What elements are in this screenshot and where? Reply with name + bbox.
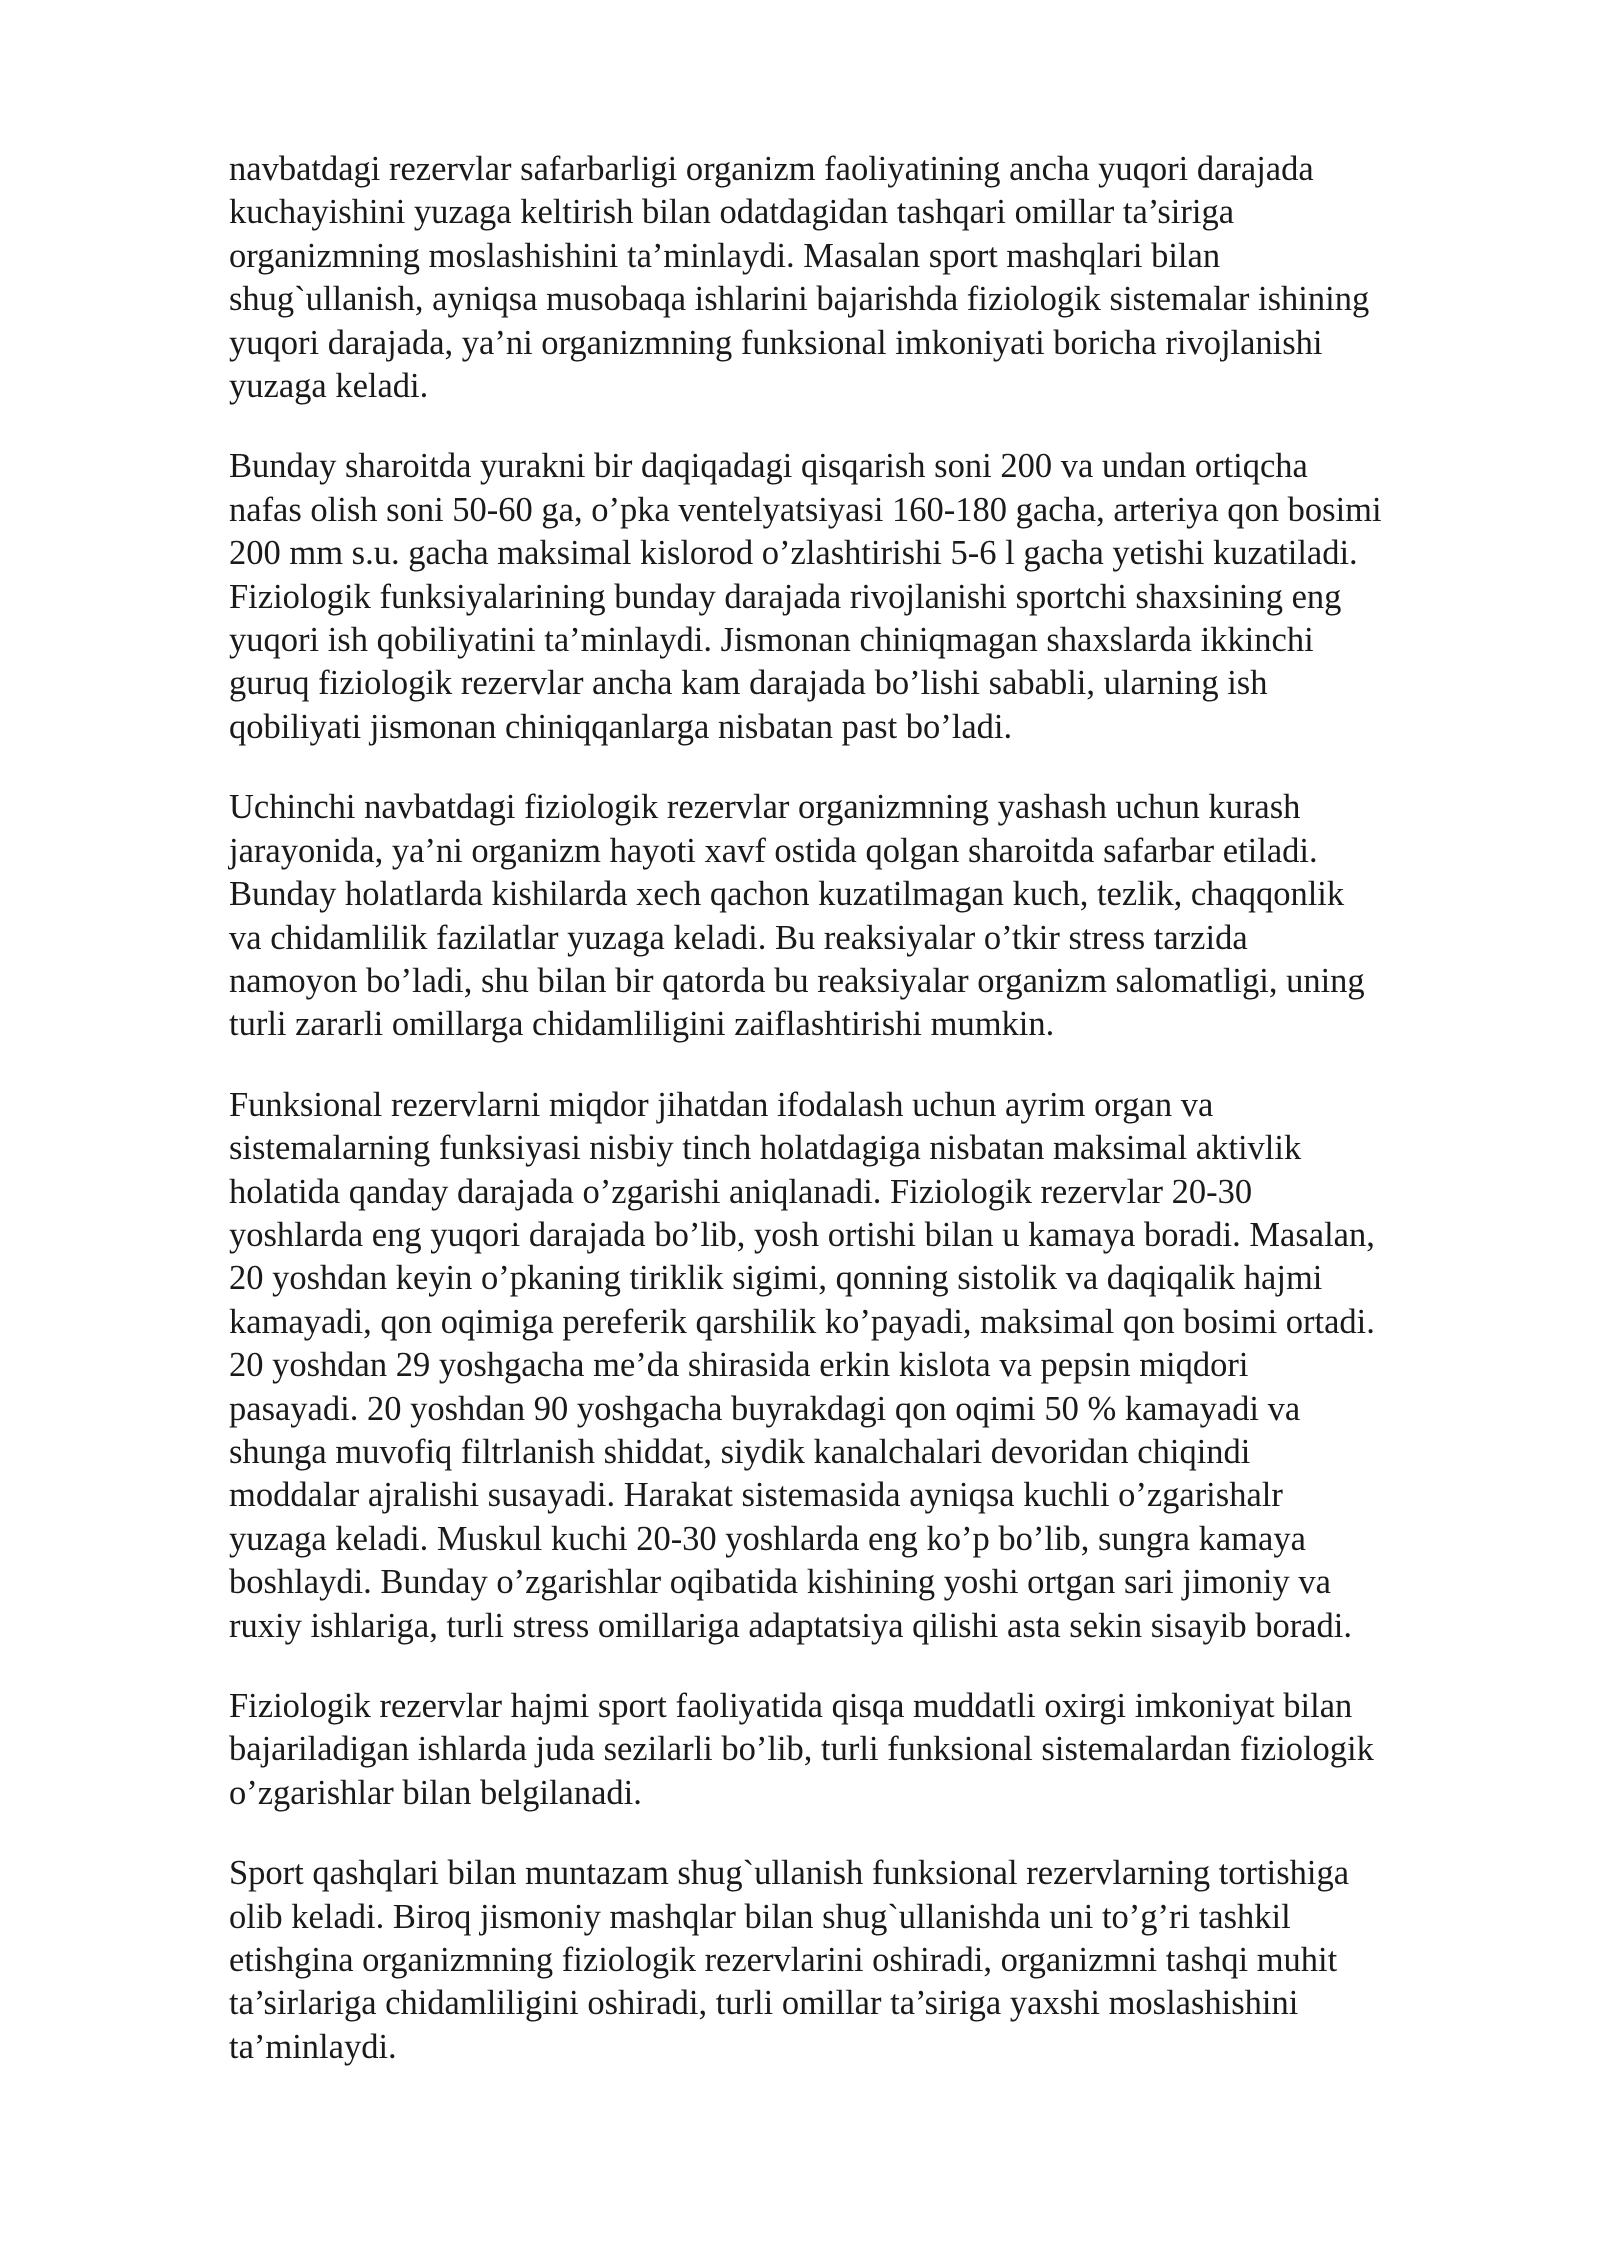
text-line: nafas olish soni 50-60 ga, o’pka ventelyatsiyasi 160-180 gacha, arteriya qon bosimi bbox=[229, 490, 1382, 529]
paragraph-2 bbox=[229, 445, 1489, 749]
text-line: navbatdagi rezervlar safarbarligi organizm faoliyatining ancha yuqori darajada bbox=[229, 150, 1314, 188]
text-line: kuchayishini yuzaga keltirish bilan odatdagidan tashqari omillar ta’siriga bbox=[229, 193, 1235, 232]
text-line: bajariladigan ishlarda juda sezilarli bo’lib, turli funksional sistemalardan fiziologik bbox=[229, 1730, 1374, 1769]
text-line: ta’minlaydi. bbox=[229, 2027, 397, 2066]
text-line: yuqori ish qobiliyatini ta’minlaydi. Jismonan chiniqmagan shaxslarda ikkinchi bbox=[229, 621, 1314, 660]
text-line: shug`ullanish, ayniqsa musobaqa ishlarini bajarishda fiziologik sistemalar ishining bbox=[229, 280, 1370, 319]
text-line: 20 yoshdan keyin o’pkaning tiriklik sigimi, qonning sistolik va daqiqalik hajmi bbox=[229, 1259, 1323, 1298]
text-line: Bunday sharoitda yurakni bir daqiqadagi qisqarish soni 200 va undan ortiqcha bbox=[229, 447, 1308, 486]
text-line: 20 yoshdan 29 yoshgacha me’da shirasida erkin kislota va pepsin miqdori bbox=[229, 1346, 1249, 1385]
text-line: sistemalarning funksiyasi nisbiy tinch holatdagiga nisbatan maksimal aktivlik bbox=[229, 1129, 1302, 1168]
text-line: namoyon bo’ladi, shu bilan bir qatorda bu reaksiyalar organizm salomatligi, uning bbox=[229, 961, 1365, 1000]
text-line: kamayadi, qon oqimiga pereferik qarshilik ko’payadi, maksimal qon bosimi ortadi. bbox=[229, 1302, 1375, 1341]
text-line: holatida qanday darajada o’zgarishi aniqlanadi. Fiziologik rezervlar 20-30 bbox=[229, 1172, 1253, 1211]
text-line: Uchinchi navbatdagi fiziologik rezervlar organizmning yashash uchun kurash bbox=[229, 788, 1301, 827]
text-line: jarayonida, ya’ni organizm hayoti xavf ostida qolgan sharoitda safarbar etiladi. bbox=[229, 831, 1318, 870]
document-body bbox=[229, 148, 1489, 2106]
text-line: yoshlarda eng yuqori darajada bo’lib, yosh ortishi bilan u kamaya boradi. Masalan, bbox=[229, 1215, 1375, 1254]
paragraph-5 bbox=[229, 1685, 1489, 1815]
text-line: turli zararli omillarga chidamliligini zaiflashtirishi mumkin. bbox=[229, 1005, 1055, 1044]
text-line: guruq fiziologik rezervlar ancha kam darajada bo’lishi sababli, ularning ish bbox=[229, 664, 1268, 703]
text-line: organizmning moslashishini ta’minlaydi. Masalan sport mashqlari bilan bbox=[229, 236, 1221, 275]
text-line: Funksional rezervlarni miqdor jihatdan ifodalash uchun ayrim organ va bbox=[229, 1085, 1214, 1124]
text-line: etishgina organizmning fiziologik rezervlarini oshiradi, organizmni tashqi muhit bbox=[229, 1941, 1338, 1980]
text-line: Fiziologik rezervlar hajmi sport faoliyatida qisqa muddatli oxirgi imkoniyat bilan bbox=[229, 1687, 1353, 1725]
text-line: va chidamlilik fazilatlar yuzaga keladi. Bu reaksiyalar o’tkir stress tarzida bbox=[229, 918, 1248, 957]
paragraph-1 bbox=[229, 148, 1489, 408]
text-line: yuqori darajada, ya’ni organizmning funksional imkoniyati boricha rivojlanishi bbox=[229, 323, 1323, 362]
paragraph-4 bbox=[229, 1084, 1489, 1648]
text-line: ta’sirlariga chidamliligini oshiradi, turli omillar ta’siriga yaxshi moslashishini bbox=[229, 1984, 1299, 2023]
text-line: shunga muvofiq filtrlanish shiddat, siydik kanalchalari devoridan chiqindi bbox=[229, 1432, 1251, 1471]
text-line: 200 mm s.u. gacha maksimal kislorod o’zlashtirishi 5-6 l gacha yetishi kuzatiladi. bbox=[229, 534, 1358, 573]
paragraph-6 bbox=[229, 1852, 1489, 2069]
text-line: boshlaydi. Bunday o’zgarishlar oqibatida kishining yoshi ortgan sari jimoniy va bbox=[229, 1563, 1331, 1602]
paragraph-3 bbox=[229, 786, 1489, 1046]
text-line: Sport qashqlari bilan muntazam shug`ullanish funksional rezervlarning tortishiga bbox=[229, 1854, 1350, 1893]
text-line: yuzaga keladi. Muskul kuchi 20-30 yoshlarda eng ko’p bo’lib, sungra kamaya bbox=[229, 1519, 1306, 1558]
text-line: olib keladi. Biroq jismoniy mashqlar bilan shug`ullanishda uni to’g’ri tashkil bbox=[229, 1897, 1291, 1936]
text-line: o’zgarishlar bilan belgilanadi. bbox=[229, 1773, 642, 1812]
text-line: qobiliyati jismonan chiniqqanlarga nisbatan past bo’ladi. bbox=[229, 707, 1013, 746]
text-line: moddalar ajralishi susayadi. Harakat sistemasida ayniqsa kuchli o’zgarishalr bbox=[229, 1476, 1283, 1515]
text-line: pasayadi. 20 yoshdan 90 yoshgacha buyrakdagi qon oqimi 50 % kamayadi va bbox=[229, 1389, 1301, 1428]
text-line: Bunday holatlarda kishilarda xech qachon kuzatilmagan kuch, tezlik, chaqqonlik bbox=[229, 875, 1345, 914]
text-line: ruxiy ishlariga, turli stress omillariga adaptatsiya qilishi asta sekin sisayib boradi. bbox=[229, 1606, 1352, 1645]
text-line: Fiziologik funksiyalarining bunday darajada rivojlanishi sportchi shaxsining eng bbox=[229, 577, 1342, 616]
text-line: yuzaga keladi. bbox=[229, 367, 429, 406]
